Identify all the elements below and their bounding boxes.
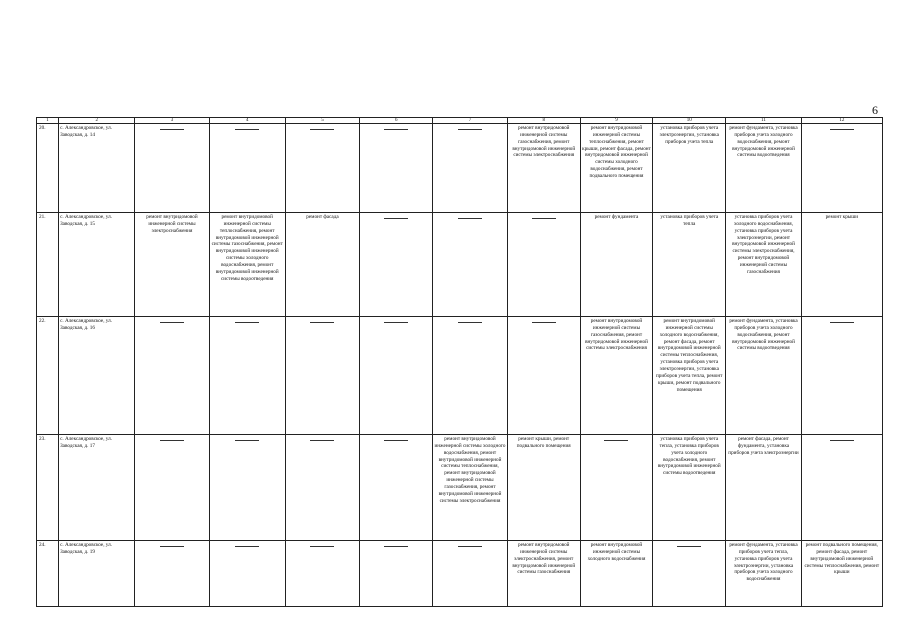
work-cell: ремонт крыши	[801, 213, 882, 317]
empty-cell	[433, 541, 507, 607]
dash-mark	[310, 440, 334, 441]
column-number: 10	[653, 118, 726, 124]
work-cell: ремонт внутридомовой инженерной системы теплоснабжения, ремонт крыши, ремонт фасада, ремонт внутридомовой инженерной системы холодного водоснабжения, ремонт подвального помещения	[580, 124, 652, 213]
empty-cell	[209, 317, 285, 435]
dash-mark	[384, 322, 408, 323]
work-cell: ремонт внутридомовой инженерной системы холодного водоснабжения, ремонт внутридомовой инженерной системы теплоснабжения, ремонт внутридомовой инженерной системы газоснабжения, ремонт внутридомовой инженерной системы электроснабжения	[433, 435, 507, 541]
empty-cell	[433, 213, 507, 317]
empty-cell	[285, 317, 359, 435]
address-cell: с. Александровское, ул. Заводская, д. 19	[59, 541, 135, 607]
dash-mark	[235, 322, 259, 323]
empty-cell	[507, 213, 580, 317]
column-number: 3	[135, 118, 209, 124]
work-cell: ремонт внутридомовой инженерной системы газоснабжения, ремонт внутридомовой инженерной системы электроснабжения	[580, 317, 652, 435]
work-cell: ремонт фасада, ремонт фундамента, установка приборов учета электроэнергии	[726, 435, 801, 541]
dash-mark	[830, 322, 854, 323]
work-cell: ремонт фундамента, установка приборов учета холодного водоснабжения, ремонт внутридомовой инженерной системы водоотведения	[726, 124, 801, 213]
column-number: 1	[37, 118, 59, 124]
dash-mark	[532, 218, 556, 219]
work-cell: установка приборов учета тепла, установка приборов учета холодного водоснабжения, ремонт внутридомовой инженерной системы водоотведения	[653, 435, 726, 541]
work-cell: ремонт крыши, ремонт подвального помещения	[507, 435, 580, 541]
empty-cell	[801, 317, 882, 435]
empty-cell	[360, 124, 433, 213]
empty-cell	[285, 435, 359, 541]
empty-cell	[135, 124, 209, 213]
empty-cell	[209, 124, 285, 213]
work-cell: ремонт внутридомовой инженерной системы газоснабжения, ремонт внутридомовой инженерной системы электроснабжения	[507, 124, 580, 213]
table-row	[37, 317, 883, 435]
address-cell: с. Александровское, ул. Заводская, д. 15	[59, 213, 135, 317]
column-number: 9	[580, 118, 652, 124]
dash-mark	[458, 218, 482, 219]
row-number: 21.	[37, 213, 59, 317]
empty-cell	[360, 213, 433, 317]
empty-cell	[653, 541, 726, 607]
table-row	[37, 124, 883, 213]
work-cell: ремонт фундамента, установка приборов учета холодного водоснабжения, ремонт внутридомовой инженерной системы водоотведения	[726, 317, 801, 435]
work-cell: установка приборов учета тепла	[653, 213, 726, 317]
work-cell: ремонт фундамента, установка приборов учета тепла, установка приборов учета электроэнергии, установка приборов учета холодного водоснабжения	[726, 541, 801, 607]
dash-mark	[458, 129, 482, 130]
table-row	[37, 541, 883, 607]
dash-mark	[604, 440, 628, 441]
empty-cell	[360, 317, 433, 435]
dash-mark	[310, 322, 334, 323]
empty-cell	[209, 435, 285, 541]
dash-mark	[532, 322, 556, 323]
dash-mark	[384, 440, 408, 441]
address-cell: с. Александровское, ул. Заводская, д. 14	[59, 124, 135, 213]
dash-mark	[384, 218, 408, 219]
dash-mark	[160, 129, 184, 130]
row-number: 23.	[37, 435, 59, 541]
empty-cell	[285, 541, 359, 607]
empty-cell	[360, 435, 433, 541]
column-number: 4	[209, 118, 285, 124]
empty-cell	[135, 541, 209, 607]
empty-cell	[360, 541, 433, 607]
work-cell: ремонт внутридомовой инженерной системы электроснабжения	[135, 213, 209, 317]
dash-mark	[458, 546, 482, 547]
empty-cell	[580, 435, 652, 541]
column-number: 6	[360, 118, 433, 124]
empty-cell	[135, 435, 209, 541]
dash-mark	[235, 440, 259, 441]
work-cell: ремонт внутридомовой инженерной системы электроснабжения, ремонт внутридомовой инженерной системы газоснабжения	[507, 541, 580, 607]
empty-cell	[433, 124, 507, 213]
work-cell: установка приборов учета электроэнергии, установка приборов учета тепла	[653, 124, 726, 213]
column-number: 11	[726, 118, 801, 124]
dash-mark	[310, 546, 334, 547]
column-number: 2	[59, 118, 135, 124]
work-schedule-table	[36, 117, 883, 607]
address-cell: с. Александровское, ул. Заводская, д. 16	[59, 317, 135, 435]
page-number: 6	[872, 103, 878, 117]
dash-mark	[384, 546, 408, 547]
table-row	[37, 435, 883, 541]
dash-mark	[830, 129, 854, 130]
empty-cell	[209, 541, 285, 607]
address-cell: с. Александровское, ул. Заводская, д. 17	[59, 435, 135, 541]
column-number: 7	[433, 118, 507, 124]
dash-mark	[384, 129, 408, 130]
dash-mark	[160, 322, 184, 323]
work-cell: ремонт фасада	[285, 213, 359, 317]
dash-mark	[677, 546, 701, 547]
work-cell: ремонт подвального помещения, ремонт фасада, ремонт внутридомовой инженерной системы теплоснабжения, ремонт крыши	[801, 541, 882, 607]
empty-cell	[135, 317, 209, 435]
work-cell: ремонт внутридомовой инженерной системы холодного водоснабжения	[580, 541, 652, 607]
column-number: 8	[507, 118, 580, 124]
row-number: 20.	[37, 124, 59, 213]
column-number: 12	[801, 118, 882, 124]
empty-cell	[801, 124, 882, 213]
empty-cell	[433, 317, 507, 435]
work-cell: ремонт внутридомовой инженерной системы теплоснабжения, ремонт внутридомовой инженерной системы газоснабжения, ремонт внутридомовой инженерной системы холодного водоснабжения, ремонт внутридомовой инженерной системы водоотведения	[209, 213, 285, 317]
dash-mark	[458, 322, 482, 323]
empty-cell	[285, 124, 359, 213]
empty-cell	[507, 317, 580, 435]
work-cell: ремонт фундамента	[580, 213, 652, 317]
dash-mark	[830, 440, 854, 441]
dash-mark	[310, 129, 334, 130]
work-cell: ремонт внутридомовой инженерной системы холодного водоснабжения, ремонт фасада, ремонт внутридомовой инженерной системы теплоснабжения, установка приборов учета электроэнергии, установка приборов учета тепла, ремонт крыши, ремонт подвального помещения	[653, 317, 726, 435]
row-number: 24.	[37, 541, 59, 607]
dash-mark	[235, 546, 259, 547]
work-cell: установка приборов учета холодного водоснабжения, установка приборов учета электроэнергии, ремонт внутридомовой инженерной системы электроснабжения, ремонт внутридомовой инженерной системы газоснабжения	[726, 213, 801, 317]
column-number: 5	[285, 118, 359, 124]
dash-mark	[160, 440, 184, 441]
row-number: 22.	[37, 317, 59, 435]
table-row	[37, 213, 883, 317]
dash-mark	[160, 546, 184, 547]
empty-cell	[801, 435, 882, 541]
dash-mark	[235, 129, 259, 130]
